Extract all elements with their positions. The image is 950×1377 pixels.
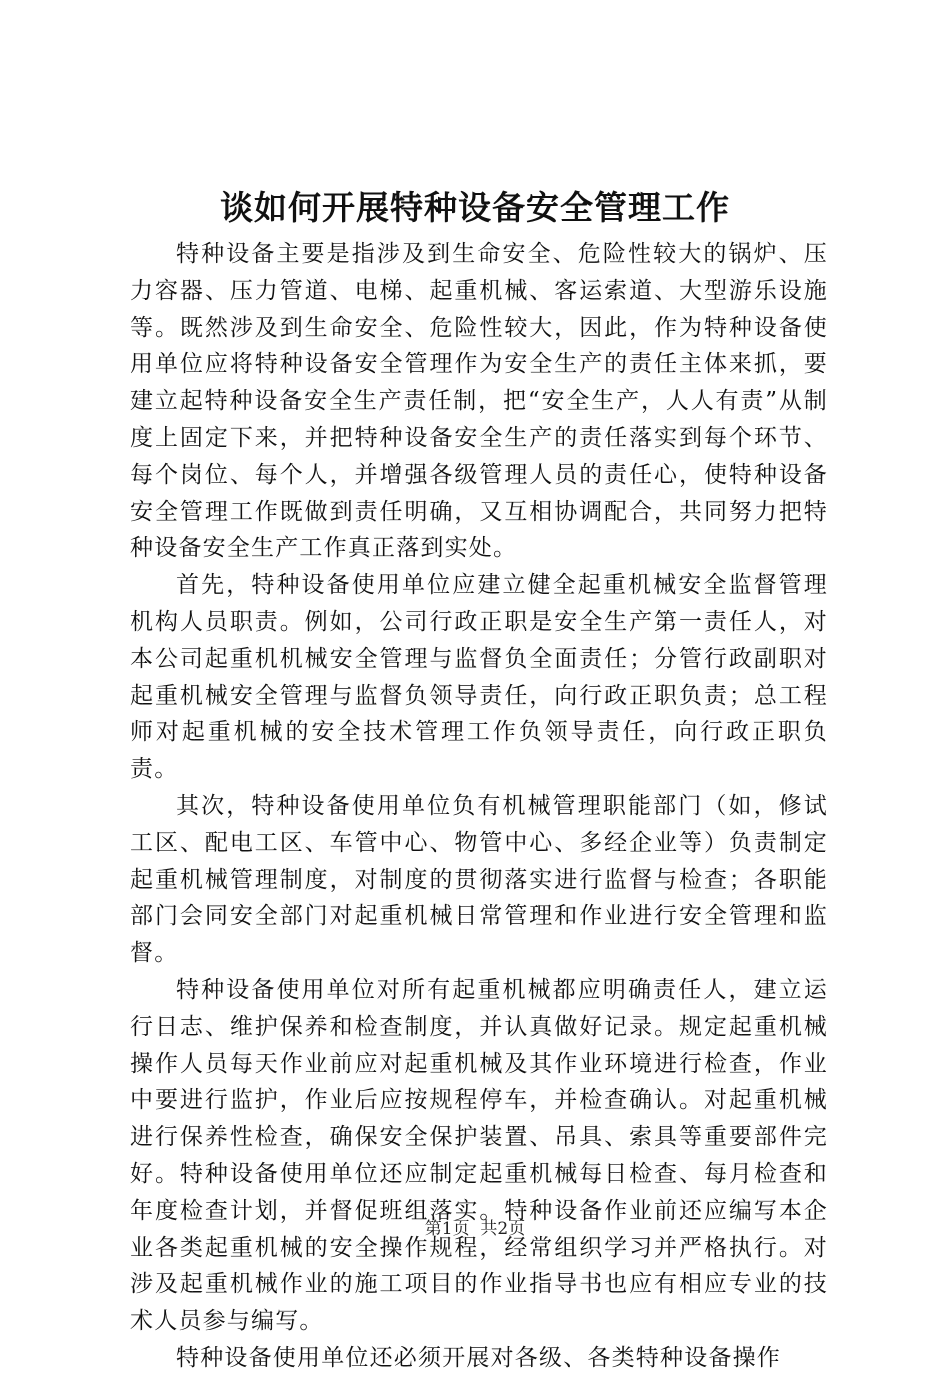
page-footer bbox=[0, 1216, 950, 1242]
paragraph: 特种设备使用单位对所有起重机械都应明确责任人，建立运行日志、维护保养和检查制度，并认真做好记录。规定起重机械操作人员每天作业前应对起重机械及其作业环境进行检查，作业中要进行监护，作业后应按规程停车，并检查确认。对起重机械进行保养性检查，确保安全保护装置、吊具、索具等重要部件完好。特种设备使用单位还应制定起重机械每日检查、每月检查和年度检查计划，并督促班组落实。特种设备作业前还应编写本企业各类起重机械的安全操作规程，经常组织学习并严格执行。对涉及起重机械作业的施工项目的作业指导书也应有相应专业的技术人员参与编写。 bbox=[130, 976, 828, 1335]
document-body bbox=[130, 236, 828, 1377]
paragraph: 特种设备使用单位还必须开展对各级、各类特种设备操作 bbox=[176, 1344, 781, 1371]
paragraph: 其次，特种设备使用单位负有机械管理职能部门（如，修试工区、配电工区、车管中心、物管中心、多经企业等）负责制定起重机械管理制度，对制度的贯彻落实进行监督与检查；各职能部门会同安全部门对起重机械日常管理和作业进行安全管理和监督。 bbox=[130, 792, 828, 967]
paragraph: 特种设备主要是指涉及到生命安全、危险性较大的锅炉、压力容器、压力管道、电梯、起重机械、客运索道、大型游乐设施等。既然涉及到生命安全、危险性较大，因此，作为特种设备使用单位应将特种设备安全管理作为安全生产的责任主体来抓，要建立起特种设备安全生产责任制，把“安全生产，人人有责”从制度上固定下来，并把特种设备安全生产的责任落实到每个环节、每个岗位、每个人，并增强各级管理人员的责任心，使特种设备安全管理工作既做到责任明确，又互相协调配合，共同努力把特种设备安全生产工作真正落到实处。 bbox=[130, 241, 828, 562]
document-title: 谈如何开展特种设备安全管理工作 bbox=[220, 188, 730, 227]
page-number: 第1页 共2页 bbox=[424, 1219, 526, 1239]
paragraph: 首先，特种设备使用单位应建立健全起重机械安全监督管理机构人员职责。例如，公司行政正职是安全生产第一责任人，对本公司起重机机械安全管理与监督负全面责任；分管行政副职对起重机械安全管理与监督负领导责任，向行政正职负责；总工程师对起重机械的安全技术管理工作负领导责任，向行政正职负责。 bbox=[130, 572, 828, 783]
